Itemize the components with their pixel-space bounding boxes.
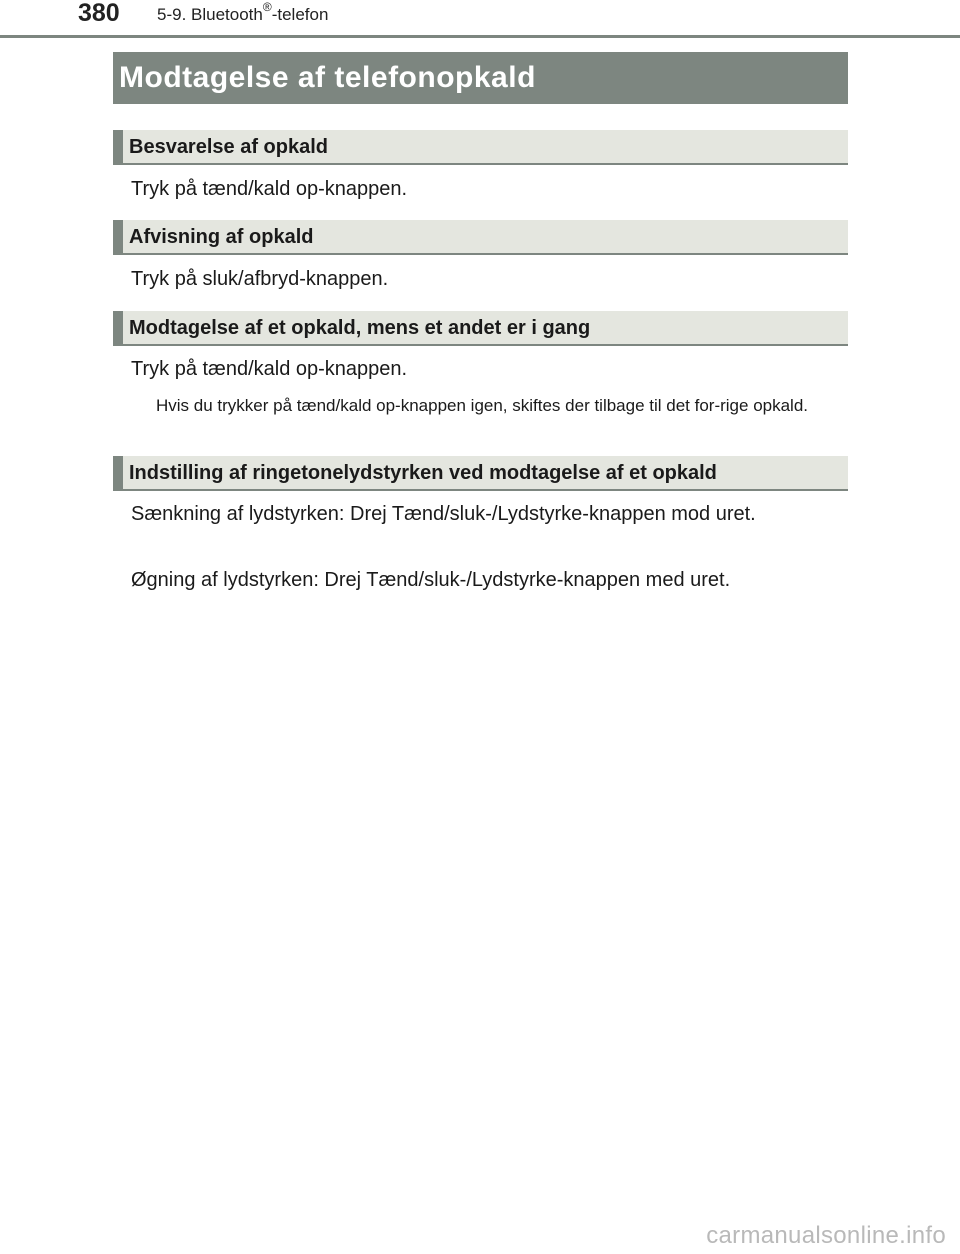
reject-call-text: Tryk på sluk/afbryd-knappen.	[131, 268, 389, 290]
subheading-ringtone-volume: Indstilling af ringetonelydstyrken ved modtagelse af et opkald	[113, 456, 848, 491]
section-label-suffix: -telefon	[271, 5, 329, 24]
subheading-call-waiting: Modtagelse af et opkald, mens et andet er i gang	[113, 311, 848, 346]
watermark: carmanualsonline.info	[706, 1222, 946, 1249]
section-label	[157, 0, 329, 26]
subheading-answer-call: Besvarelse af opkald	[113, 130, 848, 165]
call-waiting-note: Hvis du trykker på tænd/kald op-knappen igen, skiftes der tilbage til det for-rige opkald.	[156, 396, 809, 415]
header-divider	[0, 35, 960, 38]
section-label-prefix: 5-9. Bluetooth	[157, 5, 263, 24]
subheading-reject-call: Afvisning af opkald	[113, 220, 848, 255]
call-waiting-text: Tryk på tænd/kald op-knappen.	[131, 358, 408, 380]
page-number: 380	[78, 0, 120, 27]
page-header	[0, 0, 960, 38]
answer-call-text: Tryk på tænd/kald op-knappen.	[131, 178, 408, 200]
registered-mark: ®	[262, 0, 272, 15]
volume-up-text: Øgning af lydstyrken: Drej Tænd/sluk-/Lydstyrke-knappen med uret.	[131, 569, 731, 591]
page-title: Modtagelse af telefonopkald	[113, 52, 848, 104]
volume-down-text: Sænkning af lydstyrken: Drej Tænd/sluk-/Lydstyrke-knappen mod uret.	[131, 503, 756, 525]
